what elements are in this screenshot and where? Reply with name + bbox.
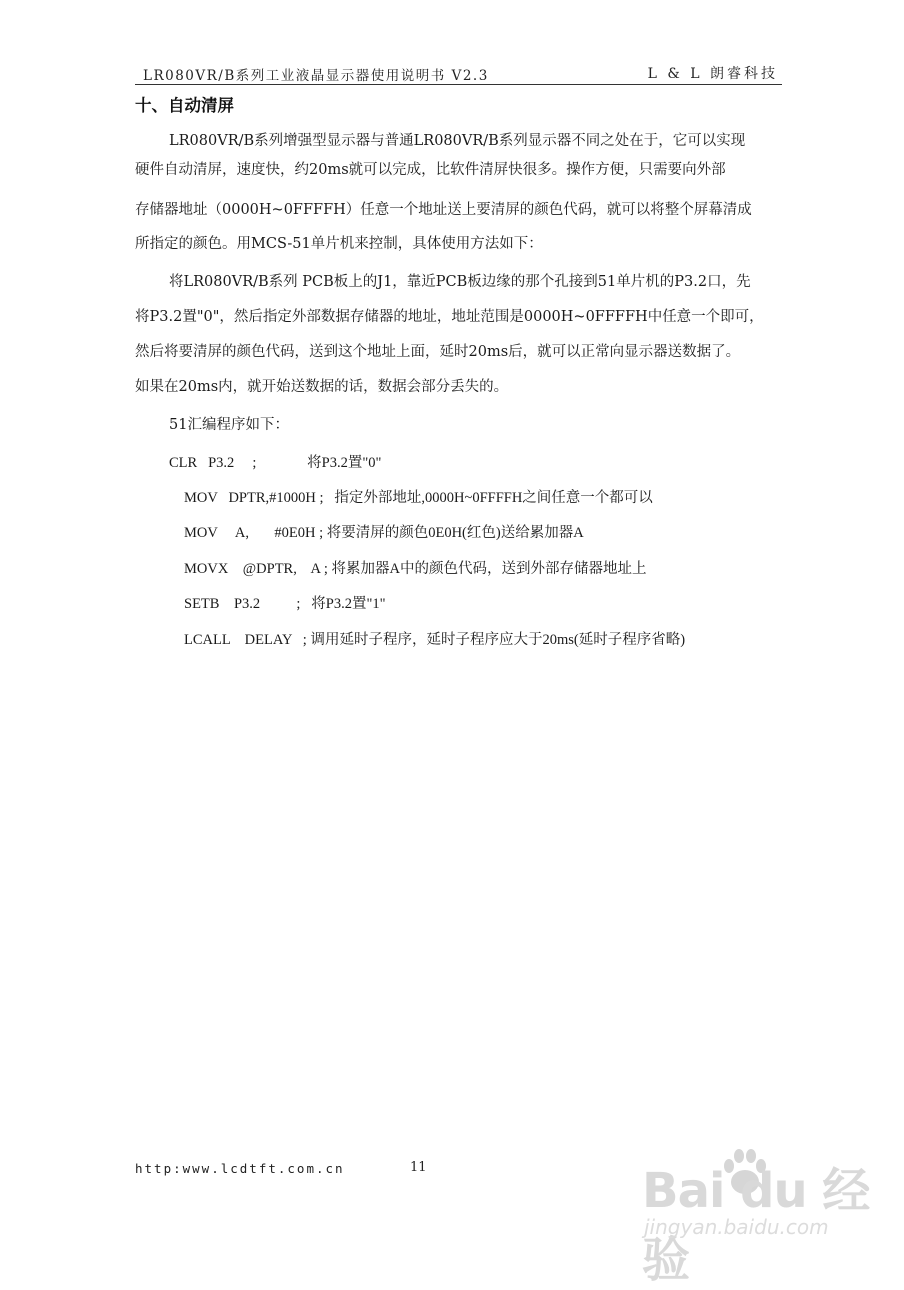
paragraph-line: 然后将要清屏的颜色代码，送到这个地址上面，延时20ms后，就可以正常向显示器送数据了。 <box>135 344 741 360</box>
paragraph-line: LR080VR/B系列增强型显示器与普通LR080VR/B系列显示器不同之处在于，它可以实现 <box>169 133 746 149</box>
code-line: MOVX @DPTR, A ; 将累加器A中的颜色代码，送到外部存储器地址上 <box>184 561 647 577</box>
code-line: MOV DPTR,#1000H ; 指定外部地址,0000H~0FFFFH之间任意一个都可以 <box>184 490 653 506</box>
paragraph-line: 存储器地址（0000H~0FFFFH）任意一个地址送上要清屏的颜色代码，就可以将整个屏幕清成 <box>135 202 752 218</box>
code-line: LCALL DELAY ; 调用延时子程序，延时子程序应大于20ms(延时子程序省略) <box>184 632 686 648</box>
header-divider <box>135 84 782 85</box>
paragraph-line: 将P3.2置"0"，然后指定外部数据存储器的地址，地址范围是0000H~0FFFFH中任意一个即可， <box>135 309 764 325</box>
code-line: CLR P3.2 ; 将P3.2置"0" <box>169 455 382 471</box>
paragraph-line: 所指定的颜色。用MCS-51单片机来控制，具体使用方法如下： <box>135 236 543 252</box>
code-line: SETB P3.2 ; 将P3.2置"1" <box>184 596 386 612</box>
header-company: L & L 朗睿科技 <box>647 66 778 82</box>
baidu-watermark <box>642 1140 872 1288</box>
page-number: 11 <box>410 1160 427 1175</box>
header-title: LR080VR/B系列工业液晶显示器使用说明书 V2.3 <box>143 68 489 84</box>
watermark-url: jingyan.baidu.com <box>644 1215 829 1239</box>
code-intro: 51汇编程序如下： <box>169 417 289 433</box>
paragraph-line: 将LR080VR/B系列 PCB板上的J1，靠近PCB板边缘的那个孔接到51单片机的P3.2口，先 <box>169 274 751 290</box>
code-line: MOV A, #0E0H ; 将要清屏的颜色0E0H(红色)送给累加器A <box>184 525 584 541</box>
footer-url: http:www.lcdtft.com.cn <box>135 1161 345 1176</box>
watermark-logo: Bai du 经验 <box>642 1163 870 1288</box>
paragraph-line: 如果在20ms内，就开始送数据的话，数据会部分丢失的。 <box>135 379 509 395</box>
paragraph-line: 硬件自动清屏，速度快，约20ms就可以完成，比软件清屏快很多。操作方便，只需要向外部 <box>135 162 726 178</box>
section-title: 十、自动清屏 <box>135 96 234 115</box>
